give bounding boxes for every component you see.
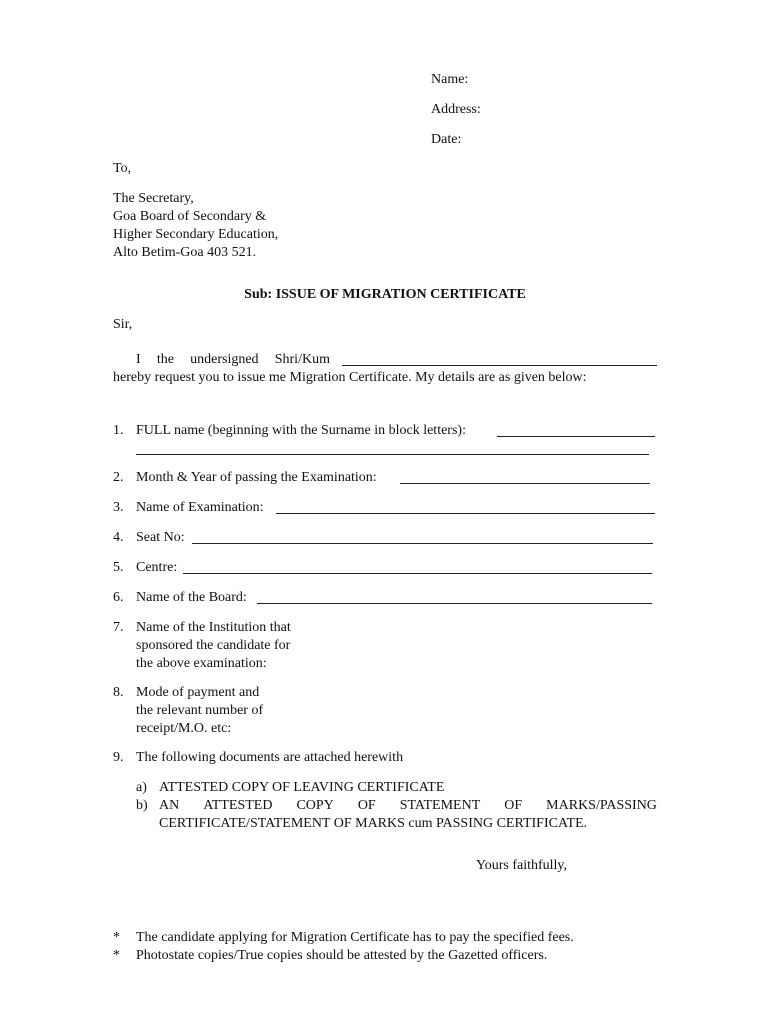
full-name-field-continued[interactable] <box>136 454 649 455</box>
intro-word: undersigned <box>190 352 259 367</box>
item-examination-label: Name of Examination: <box>136 500 264 515</box>
item-number: 6. <box>113 590 124 605</box>
item-number: 8. <box>113 685 124 700</box>
intro-line-1 <box>136 351 330 368</box>
document-statement-line-2: CERTIFICATE/STATEMENT OF MARKS cum PASSING CERTIFICATE. <box>159 816 588 831</box>
board-field[interactable] <box>257 603 652 604</box>
closing: Yours faithfully, <box>476 858 568 873</box>
month-year-field[interactable] <box>400 483 650 484</box>
centre-field[interactable] <box>183 573 652 574</box>
recipient-line: Alto Betim-Goa 403 521. <box>113 245 257 260</box>
item-number: 9. <box>113 750 124 765</box>
item-number: 5. <box>113 560 124 575</box>
item-number: 7. <box>113 620 124 635</box>
document-word: COPY <box>296 798 334 813</box>
intro-word: I <box>136 352 141 367</box>
full-name-field[interactable] <box>497 436 655 437</box>
item-institution-label: Name of the Institution that <box>136 620 291 635</box>
item-number: 4. <box>113 530 124 545</box>
document-word: STATEMENT <box>399 798 481 813</box>
note-fees: The candidate applying for Migration Certificate has to pay the specified fees. <box>136 930 574 945</box>
salutation: Sir, <box>113 317 133 332</box>
intro-word: the <box>156 352 174 367</box>
item-payment-label: the relevant number of <box>136 703 264 718</box>
item-institution-label: the above examination: <box>136 656 267 671</box>
document-word: OF <box>357 798 376 813</box>
document-statement-line-1 <box>159 797 657 814</box>
document-label: b) <box>136 798 148 813</box>
name-label: Name: <box>431 72 469 87</box>
item-number: 1. <box>113 423 124 438</box>
item-payment-label: Mode of payment and <box>136 685 260 700</box>
address-label: Address: <box>431 102 481 117</box>
intro-line-2: hereby request you to issue me Migration Certificate. My details are as given below: <box>113 370 587 385</box>
note-mark: * <box>113 948 120 963</box>
seat-no-field[interactable] <box>192 543 653 544</box>
recipient-line: Goa Board of Secondary & <box>113 209 267 224</box>
item-month-year-label: Month & Year of passing the Examination: <box>136 470 377 485</box>
subject-heading: Sub: ISSUE OF MIGRATION CERTIFICATE <box>244 287 526 302</box>
document-word: OF <box>504 798 523 813</box>
document-label: a) <box>136 780 147 795</box>
document-word: MARKS/PASSING <box>546 798 657 813</box>
intro-word: Shri/Kum <box>274 352 330 367</box>
examination-field[interactable] <box>276 513 655 514</box>
item-documents-label: The following documents are attached herewith <box>136 750 404 765</box>
item-number: 2. <box>113 470 124 485</box>
item-payment-label: receipt/M.O. etc: <box>136 721 232 736</box>
item-full-name-label: FULL name (beginning with the Surname in block letters): <box>136 423 466 438</box>
document-word: AN <box>159 798 180 813</box>
document-leaving-certificate: ATTESTED COPY OF LEAVING CERTIFICATE <box>159 780 445 795</box>
recipient-line: The Secretary, <box>113 191 194 206</box>
note-attestation: Photostate copies/True copies should be attested by the Gazetted officers. <box>136 948 548 963</box>
item-board-label: Name of the Board: <box>136 590 247 605</box>
to-label: To, <box>113 161 132 176</box>
shri-kum-name-field[interactable] <box>342 365 657 366</box>
recipient-line: Higher Secondary Education, <box>113 227 279 242</box>
item-number: 3. <box>113 500 124 515</box>
note-mark: * <box>113 930 120 945</box>
document-word: ATTESTED <box>203 798 273 813</box>
date-label: Date: <box>431 132 462 147</box>
item-institution-label: sponsored the candidate for <box>136 638 291 653</box>
item-seat-no-label: Seat No: <box>136 530 185 545</box>
item-centre-label: Centre: <box>136 560 178 575</box>
